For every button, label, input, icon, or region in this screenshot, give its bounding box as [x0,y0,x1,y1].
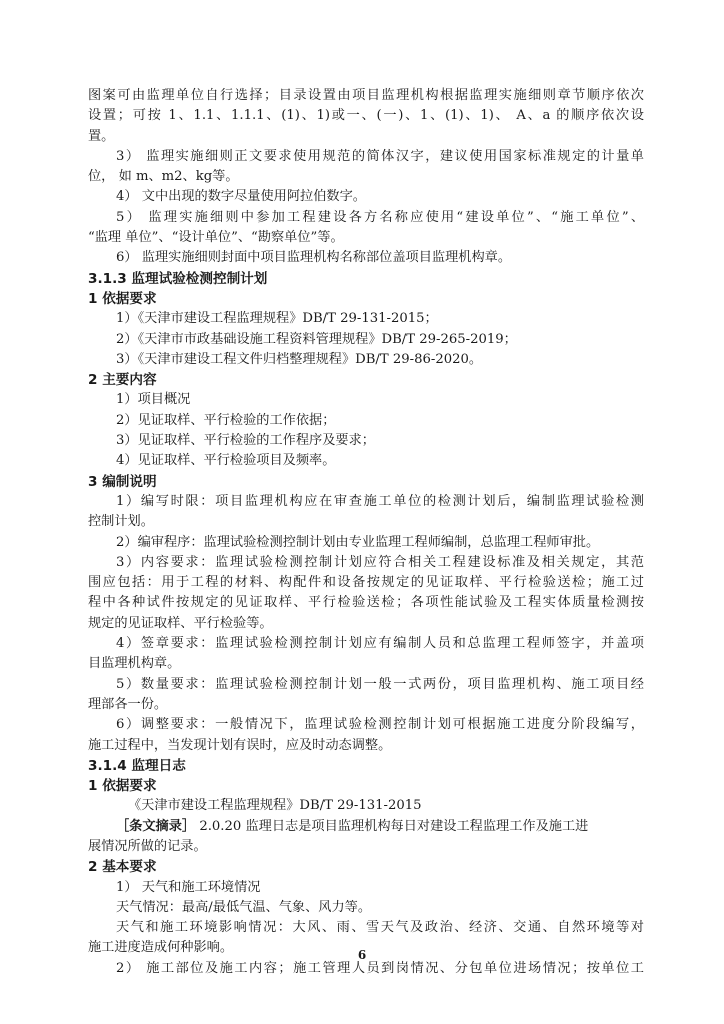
clause-excerpt [88,817,644,837]
text-line: 3）内容要求：监理试验检测控制计划应符合相关工程建设标准及相关规定，其范 [116,554,644,570]
subsection-heading: 1 依据要求 [88,778,157,795]
text-line: “监理 单位”、“设计单位”、“勘察单位”等。 [88,230,344,246]
text-line: 施工进度造成何种影响。 [88,940,234,956]
reference-line: 《天津市建设工程监理规程》DB/T 29-131-2015 [128,798,422,814]
clause-text: 2.0.20 监理日志是项目监理机构每日对建设工程监理工作及施工进 [195,818,589,834]
subsection-heading: 2 主要内容 [88,372,157,389]
text-line: 图案可由监理单位自行选择；目录设置由项目监理机构根据监理实施细则章节顺序依次 [88,88,644,103]
text-line: 设置；可按 1、1.1、1.1.1、(1)、1)或一、(一)、1、(1)、1)、 A、a 的顺序依次设 [88,108,644,124]
text-line: 围应包括：用于工程的材料、构配件和设备按规定的见证取样、平行检验送检；施工过 [88,575,644,591]
section-heading-3-1-3: 3.1.3 监理试验检测控制计划 [88,270,268,287]
list-item: 3）见证取样、平行检验的工作程序及要求； [116,433,375,449]
list-item: 1） 天气和施工环境情况 [116,879,261,895]
subsection-heading: 1 依据要求 [88,290,157,307]
text-line: 5） 监理实施细则中参加工程建设各方名称应使用“建设单位”、“施工单位”、 [116,209,644,225]
list-item: 2）见证取样、平行检验的工作依据； [116,412,336,428]
subsection-heading: 3 编制说明 [88,473,157,490]
text-line: 程中各种试件按规定的见证取样、平行检验送检；各项性能试验及工程实体质量检测按 [88,595,644,611]
text-line: 4）签章要求：监理试验检测控制计划应有编制人员和总监理工程师签字，并盖项 [116,636,644,652]
text-line: 6） 监理实施细则封面中项目监理机构名称部位盖项目监理机构章。 [116,250,512,266]
list-item: 3）《天津市建设工程文件归档整理规程》DB/T 29-86-2020。 [116,351,483,367]
list-item: 2）《天津市市政基础设施工程资料管理规程》DB/T 29-265-2019； [116,331,517,347]
text-line: 施工过程中，当发现计划有误时，应及时动态调整。 [88,737,392,753]
text-line: 天气情况：最高/最低气温、气象、风力等。 [116,899,372,915]
text-line: 置。 [88,128,115,144]
section-heading-3-1-4: 3.1.4 监理日志 [88,757,186,774]
text-line: 1）编写时限：项目监理机构应在审查施工单位的检测计划后，编制监理试验检测 [116,493,644,509]
list-item: 4）见证取样、平行检验项目及频率。 [116,453,336,469]
clause-label: ［条文摘录］ [116,818,196,834]
text-line: 控制计划。 [88,514,154,530]
page-body [88,86,644,979]
subsection-heading: 2 基本要求 [88,859,157,876]
text-line: 2）编审程序：监理试验检测控制计划由专业监理工程师编制，总监理工程师审批。 [116,534,600,550]
text-line: 4） 文中出现的数字尽量使用阿拉伯数字。 [116,189,366,205]
page-number: 6 [357,948,367,962]
text-line: 位， 如 m、m2、kg等。 [88,169,239,185]
text-line: 天气和施工环境影响情况：大风、雨、雪天气及政治、经济、交通、自然环境等对 [116,920,644,936]
text-line: 展情况所做的记录。 [88,838,207,854]
list-item: 1）《天津市建设工程监理规程》DB/T 29-131-2015； [116,311,438,327]
text-line: 规定的见证取样、平行检验等。 [88,615,273,631]
text-line: 5）数量要求：监理试验检测控制计划一般一式两份，项目监理机构、施工项目经 [116,676,644,692]
text-line: 6）调整要求：一般情况下，监理试验检测控制计划可根据施工进度分阶段编写， [116,717,644,733]
list-item: 1）项目概况 [116,392,191,408]
text-line: 目监理机构章。 [88,656,181,672]
list-item: 2） 施工部位及施工内容；施工管理人员到岗情况、分包单位进场情况；按单位工 [116,960,644,976]
text-line: 3） 监理实施细则正文要求使用规范的简体汉字，建议使用国家标准规定的计量单 [116,148,644,164]
text-line: 理部各一份。 [88,696,168,712]
